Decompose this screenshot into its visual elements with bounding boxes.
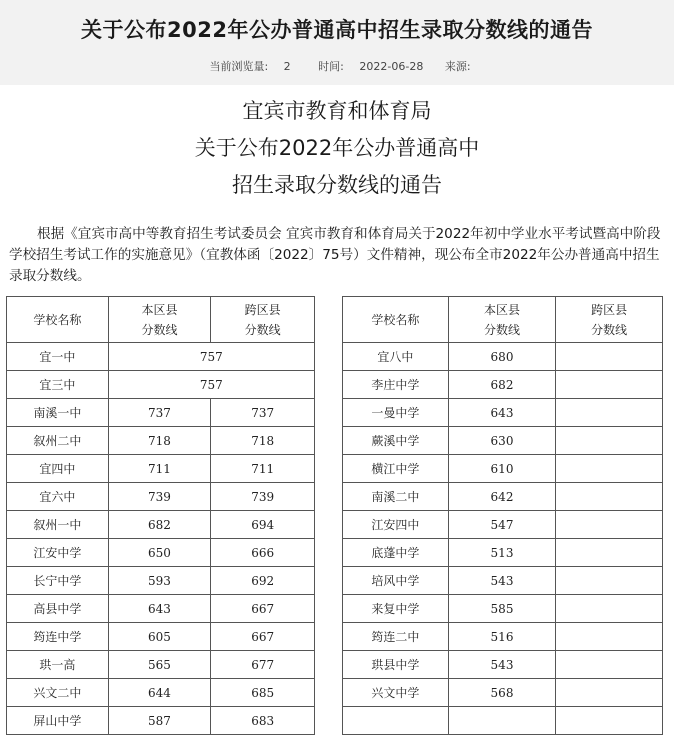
local-score-cell: 543 xyxy=(448,651,556,679)
cross-score-cell xyxy=(556,511,663,539)
school-name-cell: 珙县中学 xyxy=(343,651,449,679)
cross-score-cell xyxy=(556,483,663,511)
table-row xyxy=(343,399,663,427)
cross-score-cell: 667 xyxy=(211,595,315,623)
cross-score-cell xyxy=(556,371,663,399)
local-score-cell: 516 xyxy=(448,623,556,651)
cross-score-cell xyxy=(556,651,663,679)
meta-info xyxy=(0,58,674,74)
merged-score-cell: 757 xyxy=(108,343,314,371)
local-score-cell: 737 xyxy=(108,399,211,427)
local-score-cell: 565 xyxy=(108,651,211,679)
cross-score-cell xyxy=(556,595,663,623)
school-name-cell: 江安中学 xyxy=(7,539,109,567)
school-name-cell: 筠连二中 xyxy=(343,623,449,651)
local-score-cell: 543 xyxy=(448,567,556,595)
school-name-cell: 屏山中学 xyxy=(7,707,109,735)
school-name-cell: 宜八中 xyxy=(343,343,449,371)
cross-score-cell: 677 xyxy=(211,651,315,679)
table-row xyxy=(7,623,315,651)
table-row xyxy=(7,399,315,427)
cross-score-cell: 718 xyxy=(211,427,315,455)
page-title: 关于公布2022年公办普通高中招生录取分数线的通告 xyxy=(81,18,593,42)
col-cross-score: 跨区县 分数线 xyxy=(556,297,663,343)
table-row xyxy=(7,343,315,371)
local-score-cell: 587 xyxy=(108,707,211,735)
school-name-cell: 宜四中 xyxy=(7,455,109,483)
table-row xyxy=(7,483,315,511)
notice-header xyxy=(0,0,674,85)
col-school-name: 学校名称 xyxy=(7,297,109,343)
table-row xyxy=(343,371,663,399)
school-name-cell: 南溪二中 xyxy=(343,483,449,511)
table-header-row xyxy=(343,297,663,343)
school-name-cell: 兴文中学 xyxy=(343,679,449,707)
school-name-cell: 叙州二中 xyxy=(7,427,109,455)
school-name-cell: 兴文二中 xyxy=(7,679,109,707)
source-label: 来源: xyxy=(444,60,471,73)
cross-score-cell: 683 xyxy=(211,707,315,735)
table-row xyxy=(343,343,663,371)
article-title-line1: 宜宾市教育和体育局 xyxy=(242,99,432,123)
table-row xyxy=(7,707,315,735)
local-score-cell: 610 xyxy=(448,455,556,483)
cross-score-cell xyxy=(556,343,663,371)
col-cross-score: 跨区县 分数线 xyxy=(211,297,315,343)
school-name-cell xyxy=(343,707,449,735)
col-local-score: 本区县 分数线 xyxy=(448,297,556,343)
cross-score-cell: 694 xyxy=(211,511,315,539)
cross-score-cell xyxy=(556,707,663,735)
school-name-cell: 一曼中学 xyxy=(343,399,449,427)
table-row xyxy=(343,595,663,623)
cross-score-cell: 667 xyxy=(211,623,315,651)
table-header-row xyxy=(7,297,315,343)
table-row xyxy=(343,539,663,567)
local-score-cell: 682 xyxy=(108,511,211,539)
table-row xyxy=(7,567,315,595)
table-row xyxy=(7,679,315,707)
table-row xyxy=(7,595,315,623)
table-row xyxy=(343,651,663,679)
school-name-cell: 培风中学 xyxy=(343,567,449,595)
table-row xyxy=(343,623,663,651)
left-score-table xyxy=(6,296,315,735)
school-name-cell: 江安四中 xyxy=(343,511,449,539)
table-row xyxy=(7,455,315,483)
cross-score-cell xyxy=(556,567,663,595)
views-label: 当前浏览量: xyxy=(209,60,269,73)
local-score-cell: 718 xyxy=(108,427,211,455)
cross-score-cell xyxy=(556,679,663,707)
publish-date: 2022-06-28 xyxy=(359,60,424,73)
views-count: 2 xyxy=(283,60,291,73)
cross-score-cell xyxy=(556,427,663,455)
cross-score-cell: 711 xyxy=(211,455,315,483)
article-title-line3: 招生录取分数线的通告 xyxy=(232,173,442,197)
cross-score-cell: 692 xyxy=(211,567,315,595)
table-row xyxy=(7,539,315,567)
local-score-cell: 682 xyxy=(448,371,556,399)
local-score-cell: 605 xyxy=(108,623,211,651)
article-paragraph: 根据《宜宾市高中等教育招生考试委员会 宜宾市教育和体育局关于2022年初中学业水平考试暨高中阶段学校招生考试工作的实施意见》（宜教体函〔2022〕75号）文件精神，现公布全市2022年公办普通高中招生录取分数线。 xyxy=(9,226,661,284)
local-score-cell: 568 xyxy=(448,679,556,707)
table-row xyxy=(7,371,315,399)
local-score-cell: 680 xyxy=(448,343,556,371)
table-row xyxy=(7,651,315,679)
local-score-cell: 643 xyxy=(448,399,556,427)
table-row xyxy=(343,679,663,707)
right-score-table xyxy=(342,296,663,735)
cross-score-cell xyxy=(556,399,663,427)
local-score-cell: 513 xyxy=(448,539,556,567)
cross-score-cell xyxy=(556,455,663,483)
table-row xyxy=(7,511,315,539)
school-name-cell: 叙州一中 xyxy=(7,511,109,539)
local-score-cell: 642 xyxy=(448,483,556,511)
table-row xyxy=(343,427,663,455)
cross-score-cell: 737 xyxy=(211,399,315,427)
col-local-score: 本区县 分数线 xyxy=(108,297,211,343)
local-score-cell: 593 xyxy=(108,567,211,595)
school-name-cell: 宜六中 xyxy=(7,483,109,511)
local-score-cell: 585 xyxy=(448,595,556,623)
local-score-cell: 644 xyxy=(108,679,211,707)
cross-score-cell: 685 xyxy=(211,679,315,707)
table-row xyxy=(343,483,663,511)
time-label: 时间: xyxy=(318,60,344,73)
school-name-cell: 来复中学 xyxy=(343,595,449,623)
cross-score-cell: 666 xyxy=(211,539,315,567)
local-score-cell xyxy=(448,707,556,735)
school-name-cell: 长宁中学 xyxy=(7,567,109,595)
school-name-cell: 珙一高 xyxy=(7,651,109,679)
school-name-cell: 南溪一中 xyxy=(7,399,109,427)
cross-score-cell xyxy=(556,623,663,651)
table-row xyxy=(343,455,663,483)
cross-score-cell xyxy=(556,539,663,567)
local-score-cell: 739 xyxy=(108,483,211,511)
col-school-name: 学校名称 xyxy=(343,297,449,343)
cross-score-cell: 739 xyxy=(211,483,315,511)
local-score-cell: 630 xyxy=(448,427,556,455)
local-score-cell: 547 xyxy=(448,511,556,539)
local-score-cell: 711 xyxy=(108,455,211,483)
table-row xyxy=(343,511,663,539)
school-name-cell: 筠连中学 xyxy=(7,623,109,651)
school-name-cell: 宜一中 xyxy=(7,343,109,371)
local-score-cell: 643 xyxy=(108,595,211,623)
table-row xyxy=(343,707,663,735)
local-score-cell: 650 xyxy=(108,539,211,567)
article-title-line2: 关于公布2022年公办普通高中 xyxy=(194,136,480,160)
table-row xyxy=(343,567,663,595)
school-name-cell: 横江中学 xyxy=(343,455,449,483)
table-row xyxy=(7,427,315,455)
merged-score-cell: 757 xyxy=(108,371,314,399)
school-name-cell: 李庄中学 xyxy=(343,371,449,399)
school-name-cell: 高县中学 xyxy=(7,595,109,623)
school-name-cell: 宜三中 xyxy=(7,371,109,399)
school-name-cell: 蕨溪中学 xyxy=(343,427,449,455)
school-name-cell: 底蓬中学 xyxy=(343,539,449,567)
